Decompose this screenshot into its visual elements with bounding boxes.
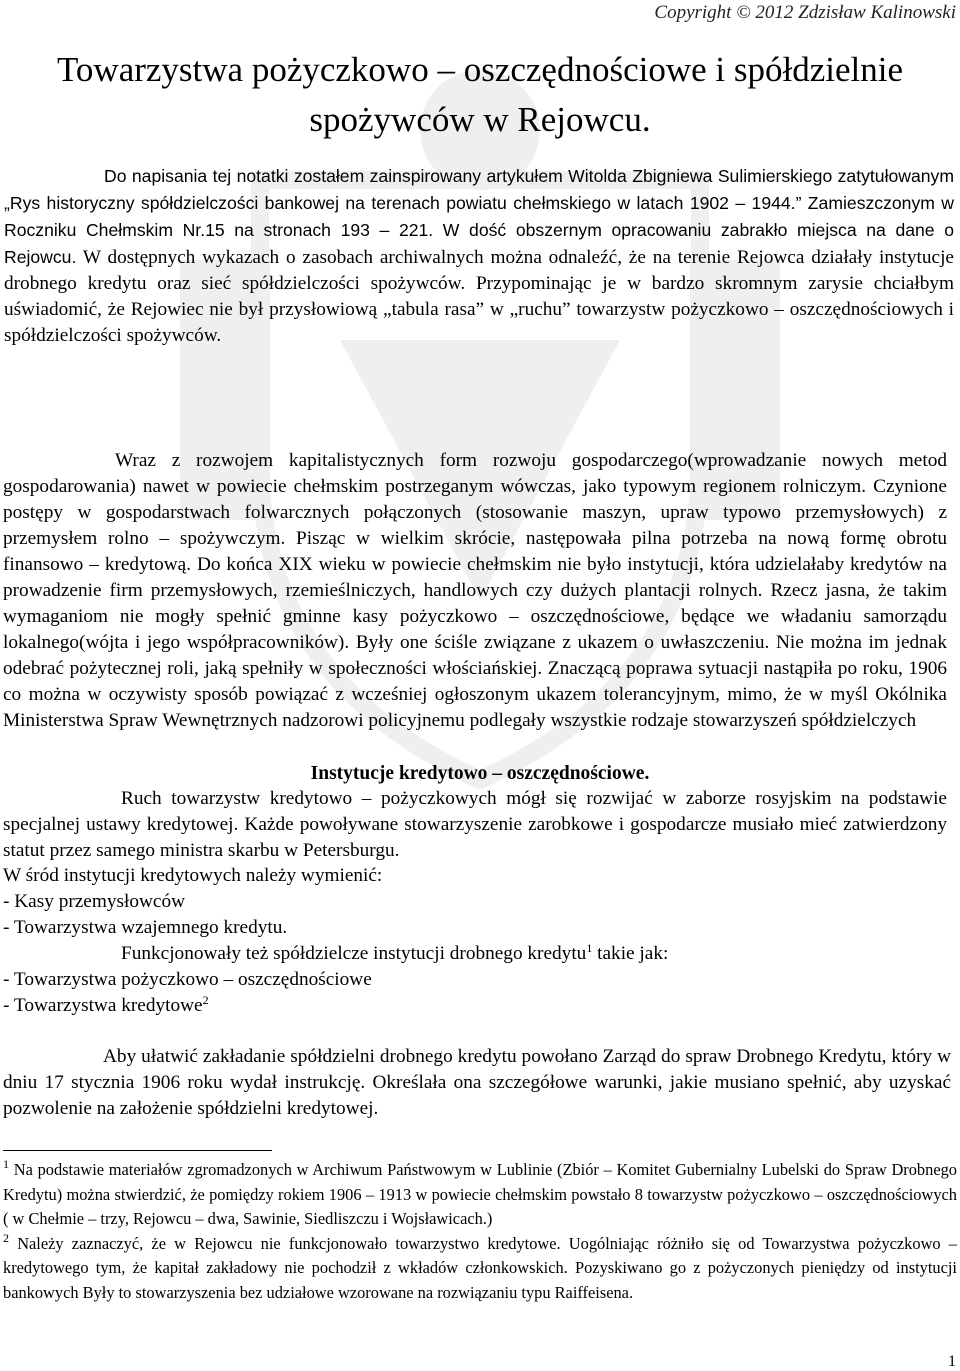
functioning-line [3,941,668,967]
footnote-ref-1[interactable]: 1 [586,941,593,955]
footnote-1 [3,1158,957,1232]
intro-part-1: Do napisania tej notatki zostałem zainspirowany artykułem Witolda Zbigniewa Sulimierskiego zatytułowanym „Rys historyczny spółdzielczości bankowej na terenach powiatu chełmskiego w latach 1902 – 1944. [4,166,954,213]
page-number: 1 [948,1353,956,1370]
list-item: - Kasy przemysłowców [3,891,186,912]
list-item-text: - Towarzystwa kredytowe [3,995,203,1016]
body-paragraph-1-text: Wraz z rozwojem kapitalistycznych form rozwoju gospodarczego(wprowadzanie nowych metod gospodarowania) nawet w powiecie chełmskim postrzeganym wówczas, jako typowym regionem rolniczym. Czynione postępy w gospodarstwach folwarcznych połączonych (stosowanie maszyn, upraw typowo przemysłowych) z przemysłem rolno – spożywczym. Pisząc w wielkim skrócie, następowała pilna potrzeba na nową formę obrotu finansowo – kredytową. Do końca XIX wieku w powiecie chełmskim nie było instytucji, która udzielałaby kredytów na prowadzenie firm przemysłowych, rzemieślniczych, handlowych czy dużych plantacji rolnych. Rzecz jasna, że takim wymaganiom nie mogły spełnić gminne kasy pożyczkowo – oszczędnościowe, będące we władaniu samorządu lokalnego(wójta i jego współpracowników). Były one ściśle związane z ukazem o uwłaszczeniu. Nie można im jednak odebrać pożytecznej roli, jaką spełniły w społeczności włościańskiej. Znaczącą poprawa sytuacji nastąpiła po roku, 1906 co można w oczywisty sposób powiązać z wcześniej ogłoszonym ukazem tolerancyjnym, mimo, że w myśl Okólnika Ministerstwa Spraw Wewnętrznych nadzorowi policyjnemu podlegały wszystkie rodzaje stowarzyszeń spółdzielczych [3,450,947,731]
body-paragraph-1 [3,448,947,734]
footnote-text: Na podstawie materiałów zgromadzonych w Archiwum Państwowym w Lublinie (Zbiór – Komitet Gubernialny Lubelski do Spraw Drobnego Kredytu) można stwierdzić, że pomiędzy rokiem 1906 – 1913 w powiecie chełmskim powstało 8 towarzystw pożyczkowo – oszczędnościowych ( w Chełmie – trzy, Rejowcu – dwa, Sawinie, Siedliszczu i Wojsławicach.) [3,1160,957,1228]
body-paragraph-2-text: Ruch towarzystw kredytowo – pożyczkowych mógł się rozwijać w zaborze rosyjskim na podstawie specjalnej ustawy kredytowej. Każde powoływane stowarzyszenie zarobkowe i gospodarcze musiało mieć zatwierdzony statut przez samego ministra skarbu w Petersburgu. [3,788,947,861]
copyright-notice: Copyright © 2012 Zdzisław Kalinowski [654,2,956,23]
functioning-tail: takie jak: [592,943,669,964]
list-item: - Towarzystwa pożyczkowo – oszczędnościowe [3,969,372,990]
body-paragraph-3 [3,1044,951,1122]
functioning-text: Funkcjonowały też spółdzielcze instytucji drobnego kredytu [121,943,587,964]
credit-institutions-list [3,863,668,1019]
title-line-1: Towarzystwa pożyczkowo – oszczędnościowe i spółdzielnie [56,50,903,89]
section-heading: Instytucje kredytowo – oszczędnościowe. [310,763,650,784]
list-item-with-ref [3,993,668,1019]
page-title [0,45,960,145]
list-item: - Towarzystwa wzajemnego kredytu. [3,917,288,938]
footnote-text: Należy zaznaczyć, że w Rejowcu nie funkcjonowało towarzystwo kredytowe. Uogólniając różniło się od Towarzystwa pożyczkowo – kredytowego tym, że kapitał zakładowy nie pochodził z wkładów członkowskich. Pozyskiwano go z pożyczonych pieniędzy od instytucji bankowych Były to stowarzyszenia bez udziałowe wzorowane na rozwiązaniu typu Raiffeisena. [3,1233,957,1302]
list-intro: W śród instytucji kredytowych należy wymienić: [3,865,383,886]
intro-part-2: ” Zamieszczonym w Roczniku Chełmskim Nr.15 na stronach 193 – 221. W dość obszernym opracowaniu zabrakło miejsca na dane o Rejowcu. [4,193,954,267]
title-line-2: spożywców w Rejowcu. [309,100,651,139]
footnote-ref-2[interactable]: 2 [202,993,209,1007]
footnote-number: 1 [3,1157,9,1171]
body-paragraph-3-text: Aby ułatwić zakładanie spółdzielni drobnego kredytu powołano Zarząd do spraw Drobnego Kredytu, który w dniu 17 stycznia 1906 roku wydał instrukcję. Określała ona szczegółowe warunki, jakie musiano spełnić, aby uzyskać pozwolenie na założenie spółdzielni kredytowej. [3,1046,951,1119]
footnote-number: 2 [3,1230,9,1245]
body-paragraph-2 [3,786,947,864]
footnote-2 [3,1232,957,1306]
footnote-divider [3,1150,272,1151]
footnotes [3,1158,957,1305]
intro-part-3: W dostępnych wykazach o zasobach archiwalnych można odnaleźć, że na terenie Rejowca działały instytucje drobnego kredytu oraz sieć spółdzielczości spożywców. Przypominając je w bardzo skromnym zarysie chciałbym uświadomić, że Rejowiec nie był przysłowiową „tabula rasa” w „ruchu” towarzystw pożyczkowo – oszczędnościowych i spółdzielczości spożywców. [4,247,954,346]
intro-paragraph [4,163,954,349]
